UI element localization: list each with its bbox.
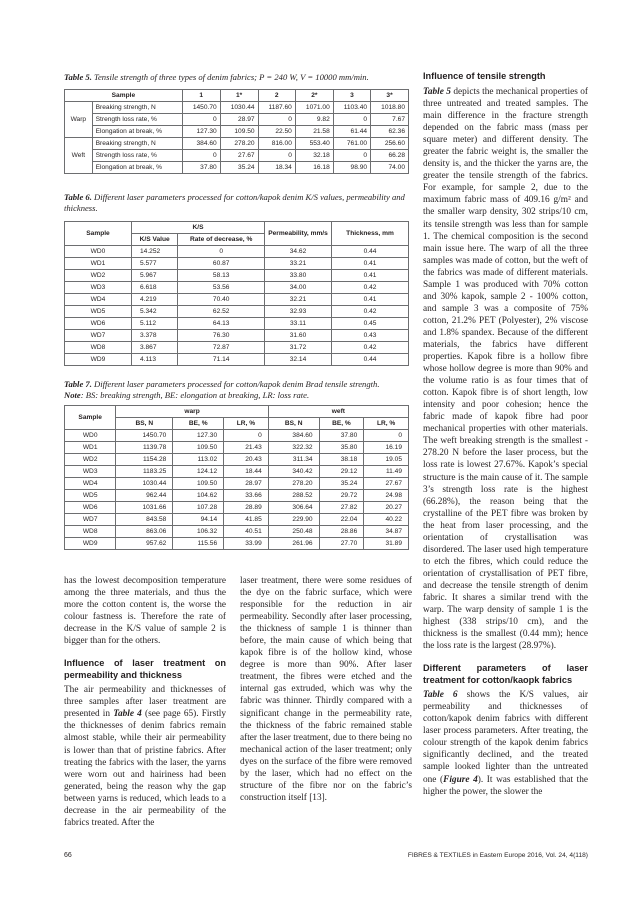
table-cell: 0 <box>182 150 220 162</box>
table5-header-row <box>65 90 409 102</box>
table-reference-link[interactable]: Table 4 <box>113 709 142 720</box>
table-cell: 1018.80 <box>371 102 409 114</box>
table6-header-row <box>65 222 409 234</box>
table-cell: 31.89 <box>364 538 409 550</box>
table-row <box>65 538 409 550</box>
table-cell: 20.43 <box>224 454 269 466</box>
table-row <box>65 126 409 138</box>
table-cell: 288.52 <box>268 490 319 502</box>
text-column-1 <box>64 575 226 829</box>
table-cell: WD6 <box>65 318 132 330</box>
table-cell: Elongation at break, % <box>92 162 182 174</box>
table-row <box>65 502 409 514</box>
table-cell: 58.13 <box>178 270 265 282</box>
table7-subheader: BE, % <box>173 418 224 430</box>
table-reference-link[interactable]: Table 5 <box>423 87 451 97</box>
table-cell: 115.56 <box>173 538 224 550</box>
table5-header: 2 <box>258 90 295 102</box>
table-cell: 0.41 <box>332 270 409 282</box>
table-cell: 34.87 <box>364 526 409 538</box>
table-cell: 250.48 <box>268 526 319 538</box>
table-cell: 62.52 <box>178 306 265 318</box>
table-cell: 94.14 <box>173 514 224 526</box>
table-row <box>65 526 409 538</box>
table-cell: WD7 <box>65 514 116 526</box>
table-cell: 32.21 <box>265 294 332 306</box>
table-cell: 34.00 <box>265 282 332 294</box>
table-row <box>65 354 409 366</box>
table-row <box>65 342 409 354</box>
table-cell: 278.20 <box>220 138 258 150</box>
table6-caption: Table 6. Different laser parameters processed for cotton/kapok denim K/S values, permeability and thickness. <box>64 192 405 213</box>
table-row <box>65 114 409 126</box>
table-cell: 278.20 <box>268 478 319 490</box>
table-cell: 256.60 <box>371 138 409 150</box>
table-cell: 0.42 <box>332 282 409 294</box>
table-cell: Strength loss rate, % <box>92 150 182 162</box>
table-cell: 5.577 <box>132 258 178 270</box>
table-row <box>65 430 409 442</box>
table-cell: 311.34 <box>268 454 319 466</box>
table-cell: 761.00 <box>333 138 370 150</box>
table-row <box>65 466 409 478</box>
table-cell: 104.62 <box>173 490 224 502</box>
table-row <box>65 294 409 306</box>
table-cell: 1031.66 <box>116 502 173 514</box>
table-cell: 0.42 <box>332 306 409 318</box>
table-cell: 0.45 <box>332 318 409 330</box>
table-cell: WD1 <box>65 442 116 454</box>
table6-header-ks-value: K/S Value <box>132 234 178 246</box>
table-cell: 22.50 <box>258 126 295 138</box>
table-cell: 127.30 <box>182 126 220 138</box>
table-row <box>65 102 409 114</box>
table-cell: WD9 <box>65 354 132 366</box>
table-cell: 33.11 <box>265 318 332 330</box>
table-cell: 28.97 <box>220 114 258 126</box>
table-cell: 34.62 <box>265 246 332 258</box>
table-cell: 74.00 <box>371 162 409 174</box>
table-cell: 0 <box>333 114 370 126</box>
table-cell: 40.22 <box>364 514 409 526</box>
table-cell: 9.82 <box>295 114 333 126</box>
table-row <box>65 258 409 270</box>
table-cell: 113.02 <box>173 454 224 466</box>
table-row <box>65 514 409 526</box>
table-cell: WD2 <box>65 454 116 466</box>
table-cell: WD3 <box>65 466 116 478</box>
table-cell: 31.72 <box>265 342 332 354</box>
table5-header: 3 <box>333 90 370 102</box>
table-cell: 32.93 <box>265 306 332 318</box>
table-cell: 0.43 <box>332 330 409 342</box>
page-number: 66 <box>64 852 72 859</box>
paragraph: Table 5 depicts the mechanical properties of three untreated and treated samples. The main difference in the fracture strength depended on the fabric mass (mass per square meter) and different density. The greater the fabric weight is, the smaller the density is, and the thicker the yarns are, the greater the tensile strength of the fabrics. For example, for sample 2, due to the maximum fabric mass of 409.16 g/m² and the smaller warp density, 302 strips/10 cm, its tensile strength was less than for sample 1. The chemical composition is the second main issue here. The warp of all the three samples was made of cotton, but the weft of the fabrics was made of different materials. Sample 1 was produced with 70% cotton and 30% kapok, sample 2 - 100% cotton, and sample 3 was a composite of 75% cotton, 21.2% PET (Polyester), 2% viscose and 1.8% spandex. Because of the different materials, the fabrics have different properties. Kapok fibre is a hollow fibre whose hollow degree is more than 90% and the volume ratio is as four times that of cotton. Kapok fibre is of short length, low intensity and poor cohesion; hence the fabric made of kapok fibre had poor mechanical properties with other materials. The weft breaking strength is the smallest - 278.20 N before the laser process, but the loss rate is lowest 27.67%. Kapok’s special structure is the main cause of it. The sample 3’s strength loss rate is the highest (66.28%), the reason being that the crystalline of the PET fibre was broken by the heat from laser processing, and the orientation of crystallisation was disordered. The laser used high temperature to etch the fibres, which could reduce the orientation of crystallisation of PET fibre, and decrease the tensile strength of denim fabric. It shares a similar trend with the warp. The warp density of sample 1 is the highest (338 strips/10 cm), and the thickness is the smallest (0.44 mm); hence the loss rate is the largest (28.97%). <box>423 87 588 652</box>
table-cell: 124.12 <box>173 466 224 478</box>
table-cell: 53.56 <box>178 282 265 294</box>
table-cell: 816.00 <box>258 138 295 150</box>
table-cell: 31.60 <box>265 330 332 342</box>
figure-reference-link[interactable]: Figure 4 <box>443 774 478 785</box>
table5-header: 3* <box>371 90 409 102</box>
table-cell: 1139.78 <box>116 442 173 454</box>
table-cell: 306.64 <box>268 502 319 514</box>
table-cell: WD1 <box>65 258 132 270</box>
table7-header-row <box>65 406 409 418</box>
table7-subheader: LR, % <box>224 418 269 430</box>
table7-subheader: LR, % <box>364 418 409 430</box>
table-cell: 3.867 <box>132 342 178 354</box>
table-row <box>65 138 409 150</box>
table-cell: WD0 <box>65 430 116 442</box>
table-cell: 76.30 <box>178 330 265 342</box>
table-row <box>65 246 409 258</box>
table-cell: 261.96 <box>268 538 319 550</box>
table-row <box>65 306 409 318</box>
table-cell: 7.67 <box>371 114 409 126</box>
table6-header-ks: K/S <box>132 222 265 234</box>
table-cell: 28.97 <box>224 478 269 490</box>
table7-subheader: BS, N <box>116 418 173 430</box>
table-cell: 60.87 <box>178 258 265 270</box>
table-cell: 384.60 <box>268 430 319 442</box>
table-cell: WD0 <box>65 246 132 258</box>
table-cell: 35.24 <box>220 162 258 174</box>
table-row <box>65 162 409 174</box>
table-cell: WD5 <box>65 490 116 502</box>
table6-header-thickness: Thickness, mm <box>332 222 409 246</box>
table7-caption: Table 7. Different laser parameters processed for cotton/kapok denim Brad tensile strength. Note: BS: breaking strength, BE: elongation at breaking, LR: loss rate. <box>64 379 380 400</box>
table-cell: 229.90 <box>268 514 319 526</box>
table-cell: 962.44 <box>116 490 173 502</box>
table6-body <box>65 246 409 366</box>
table7-subheader-row <box>65 418 409 430</box>
table-cell: 4.219 <box>132 294 178 306</box>
table-cell: Breaking strength, N <box>92 102 182 114</box>
table-cell: 106.32 <box>173 526 224 538</box>
table-cell: 0.41 <box>332 294 409 306</box>
table-cell: 0.41 <box>332 258 409 270</box>
table-cell: 5.342 <box>132 306 178 318</box>
table-cell: 40.51 <box>224 526 269 538</box>
table-cell: 109.50 <box>173 442 224 454</box>
table-cell: 24.98 <box>364 490 409 502</box>
table-cell: 0 <box>333 150 370 162</box>
table-cell: 1187.60 <box>258 102 295 114</box>
table-cell: 27.82 <box>319 502 364 514</box>
table-cell: Breaking strength, N <box>92 138 182 150</box>
table-row <box>65 318 409 330</box>
table-cell: 33.99 <box>224 538 269 550</box>
table-cell: 21.43 <box>224 442 269 454</box>
table-cell: 322.32 <box>268 442 319 454</box>
table-cell: 27.67 <box>220 150 258 162</box>
table-cell: 14.252 <box>132 246 178 258</box>
table-cell: 863.06 <box>116 526 173 538</box>
table-cell: 107.28 <box>173 502 224 514</box>
table-cell: 64.13 <box>178 318 265 330</box>
table7 <box>64 405 409 550</box>
table-cell: 0 <box>258 114 295 126</box>
table7-subheader: BE, % <box>319 418 364 430</box>
table-cell: 16.18 <box>295 162 333 174</box>
table-cell: 11.49 <box>364 466 409 478</box>
table-cell: 32.18 <box>295 150 333 162</box>
table-cell: 109.50 <box>173 478 224 490</box>
table-cell: 3.378 <box>132 330 178 342</box>
table-cell: WD4 <box>65 478 116 490</box>
table-cell: 0 <box>258 150 295 162</box>
table-cell: WD9 <box>65 538 116 550</box>
table-cell: 0.44 <box>332 354 409 366</box>
table-cell: 38.18 <box>319 454 364 466</box>
table-cell: 20.27 <box>364 502 409 514</box>
table-cell: 72.87 <box>178 342 265 354</box>
table-cell: 18.44 <box>224 466 269 478</box>
table-cell: 109.50 <box>220 126 258 138</box>
table-cell: 384.60 <box>182 138 220 150</box>
table-cell: 66.28 <box>371 150 409 162</box>
table-cell: 98.90 <box>333 162 370 174</box>
table-cell: 0 <box>224 430 269 442</box>
paragraph: The air permeability and thicknesses of three samples after laser treatment are presented in Table 4 (see page 65). Firstly the thicknesses of denim fabrics remain almost stable, while their air permeability is lower than that of pristine fabrics. After treating the fabrics with the laser, the yarns were worn out and hairiness had been generated, being the reason why the gap between yarns is reduced, which leads to a decrease in the air permeability of the fabrics treated. After the <box>64 685 227 828</box>
table-cell: 957.62 <box>116 538 173 550</box>
table-cell: 32.14 <box>265 354 332 366</box>
table-cell: 5.967 <box>132 270 178 282</box>
table-cell: WD8 <box>65 526 116 538</box>
section-heading: Influence of tensile strength <box>423 71 546 81</box>
table-cell: WD6 <box>65 502 116 514</box>
table-cell: WD5 <box>65 306 132 318</box>
table-cell: 33.66 <box>224 490 269 502</box>
table-row <box>65 282 409 294</box>
table5-header: 2* <box>295 90 333 102</box>
table-cell: 1103.40 <box>333 102 370 114</box>
table-cell: 61.44 <box>333 126 370 138</box>
table-cell: 1071.00 <box>295 102 333 114</box>
table-cell: 1450.70 <box>182 102 220 114</box>
table5-group-weft: Weft <box>65 138 93 174</box>
table-cell: 6.618 <box>132 282 178 294</box>
table-row <box>65 454 409 466</box>
table-cell: WD8 <box>65 342 132 354</box>
table-cell: 1154.28 <box>116 454 173 466</box>
table-cell: 0.44 <box>332 246 409 258</box>
table-cell: 1450.70 <box>116 430 173 442</box>
paragraph: Table 6 shows the K/S values, air permeability and thicknesses of cotton/kapok denim fabrics with different laser process parameters. After treating, the colour strength of the kapok denim fabrics significantly declined, and the treated sample looked lighter than the untreated one (Figure 4). It was established that the higher the power, the slower the <box>423 690 589 797</box>
table-cell: 71.14 <box>178 354 265 366</box>
table5-header: 1 <box>182 90 220 102</box>
table-cell: 18.34 <box>258 162 295 174</box>
table-cell: 4.113 <box>132 354 178 366</box>
table-cell: 22.04 <box>319 514 364 526</box>
table-cell: 843.58 <box>116 514 173 526</box>
table5-header: 1* <box>220 90 258 102</box>
table-cell: WD3 <box>65 282 132 294</box>
table-cell: 19.05 <box>364 454 409 466</box>
table-row <box>65 478 409 490</box>
table-cell: 70.40 <box>178 294 265 306</box>
table-cell: 1030.44 <box>220 102 258 114</box>
table-reference-link[interactable]: Table 6 <box>423 690 458 701</box>
paragraph: has the lowest decomposition temperature among the three materials, and thus the more the cotton content is, the worse the colour fastness is. Therefore the rate of decrease in the K/S value of sample 2 is bigger than for the others. <box>64 576 226 647</box>
table7-header-warp: warp <box>116 406 268 418</box>
table-cell: WD7 <box>65 330 132 342</box>
table-cell: Strength loss rate, % <box>92 114 182 126</box>
table7-header-sample: Sample <box>65 406 116 430</box>
table-cell: 0 <box>364 430 409 442</box>
table-row <box>65 442 409 454</box>
table-cell: 5.112 <box>132 318 178 330</box>
text-column-3 <box>423 70 588 798</box>
table-cell: 28.86 <box>319 526 364 538</box>
table-cell: 33.80 <box>265 270 332 282</box>
table-cell: 27.67 <box>364 478 409 490</box>
table5 <box>64 89 409 174</box>
table-cell: 1183.25 <box>116 466 173 478</box>
table5-caption: Table 5. Tensile strength of three types of denim fabrics; P = 240 W, V = 10000 mm/min. <box>64 72 369 82</box>
table7-subheader: BS, N <box>268 418 319 430</box>
section-heading: Different parameters of laser treatment for cotton/kaopk fabrics <box>423 663 588 686</box>
table-cell: 41.85 <box>224 514 269 526</box>
table-row <box>65 490 409 502</box>
table-row <box>65 270 409 282</box>
table-cell: 29.72 <box>319 490 364 502</box>
table-cell: 0.42 <box>332 342 409 354</box>
table-cell: 62.36 <box>371 126 409 138</box>
table-cell: 0 <box>182 114 220 126</box>
table-row <box>65 330 409 342</box>
table-cell: 37.80 <box>182 162 220 174</box>
table7-header-weft: weft <box>268 406 408 418</box>
table-cell: 0 <box>178 246 265 258</box>
table-cell: 16.19 <box>364 442 409 454</box>
table-cell: 27.70 <box>319 538 364 550</box>
table-row <box>65 150 409 162</box>
table-cell: 33.21 <box>265 258 332 270</box>
table5-header-sample: Sample <box>65 90 183 102</box>
table-cell: 35.24 <box>319 478 364 490</box>
table-cell: Elongation at break, % <box>92 126 182 138</box>
table6 <box>64 221 409 366</box>
journal-footer: FIBRES & TEXTILES in Eastern Europe 2016, Vol. 24, 4(118) <box>407 852 588 859</box>
table-cell: WD4 <box>65 294 132 306</box>
table-cell: 29.12 <box>319 466 364 478</box>
table-cell: 35.80 <box>319 442 364 454</box>
table-cell: WD2 <box>65 270 132 282</box>
table5-group-warp: Warp <box>65 102 93 138</box>
table-cell: 553.40 <box>295 138 333 150</box>
table-cell: 127.30 <box>173 430 224 442</box>
table6-header-rate: Rate of decrease, % <box>178 234 265 246</box>
table6-header-permeability: Permeability, mm/s <box>265 222 332 246</box>
table-cell: 28.89 <box>224 502 269 514</box>
table-cell: 37.80 <box>319 430 364 442</box>
table7-body <box>65 430 409 550</box>
section-heading: Influence of laser treatment on permeability and thickness <box>64 658 226 681</box>
text-column-2 <box>240 575 412 804</box>
table-cell: 340.42 <box>268 466 319 478</box>
table-cell: 1030.44 <box>116 478 173 490</box>
paragraph: laser treatment, there were some residues of the dye on the fabric surface, which were responsible for the reduction in air permeability. Secondly after laser processing, the thickness of sample 1 is thinner than before, the main cause of which being that kapok fibre is of the hollow kind, whose degree is more than 90%. After laser treatment, the fibres were etched and the internal gas extruded, which was why the fabric was thinner. Thirdly compared with a significant change in the permeability rate, the thickness of the fabric remained stable after the laser treatment, due to there being no mechanical action of the laser treatment; only dyes on the surface of the fibre were removed by the laser, which had no effect on the structure of the fibre nor on the fabric’s construction itself [13]. <box>240 576 412 803</box>
table6-header-sample: Sample <box>65 222 132 246</box>
table-cell: 21.58 <box>295 126 333 138</box>
